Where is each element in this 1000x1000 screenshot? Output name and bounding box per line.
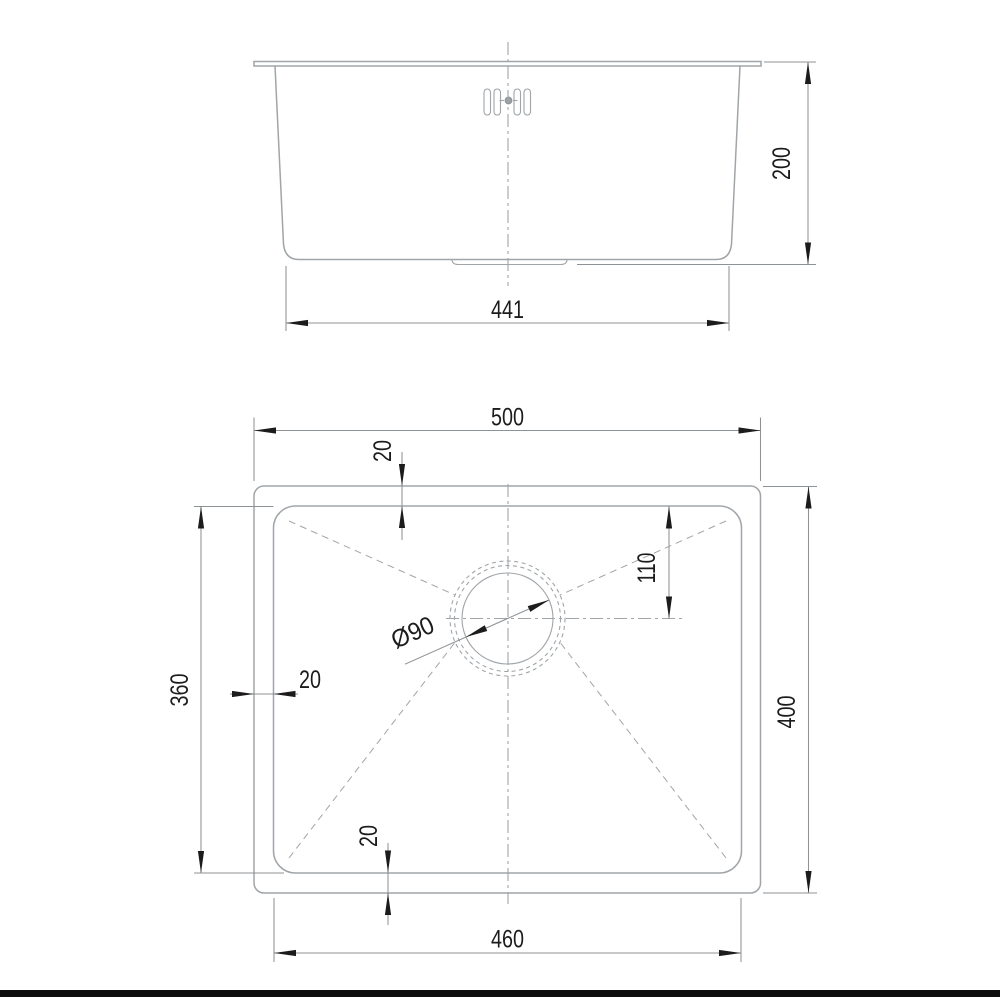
arrowhead [274, 950, 296, 956]
arrowhead [666, 507, 672, 529]
dim-plan-drain-diameter [387, 600, 549, 664]
arrowhead [666, 597, 672, 619]
plan-view [166, 404, 817, 963]
footer-divider-bar [0, 990, 1000, 997]
arrowhead [719, 950, 741, 956]
dim-label-460: 460 [491, 925, 524, 954]
arrowhead [385, 851, 391, 873]
dim-label-110: 110 [633, 543, 661, 584]
dim-label-20-left: 20 [299, 666, 321, 694]
arrowhead [805, 62, 811, 84]
arrowhead [805, 487, 811, 509]
arrowhead [399, 506, 405, 528]
dim-label-400: 400 [773, 686, 801, 729]
overflow-slot [494, 89, 501, 115]
dim-plan-right-height [763, 487, 817, 894]
arrowhead [528, 600, 549, 612]
arrowhead [232, 691, 254, 697]
front-view [254, 42, 816, 331]
dim-label-diameter-90: Ø90 [386, 609, 442, 655]
slope-line-top-left [289, 521, 455, 595]
overflow-slot [484, 89, 491, 115]
dim-plan-bottom-inset [355, 819, 391, 925]
dim-plan-bottom-width [274, 898, 741, 962]
dim-label-20-top: 20 [369, 434, 397, 462]
arrowhead [385, 893, 391, 915]
front-rim-flange [254, 62, 761, 67]
dim-plan-left-inset [230, 666, 321, 697]
arrowhead [198, 851, 204, 873]
arrowhead [399, 464, 405, 486]
arrowhead [805, 243, 811, 265]
dim-plan-top-inset [369, 434, 405, 540]
dim-label-200: 200 [768, 138, 796, 180]
dim-plan-top-width [254, 404, 761, 482]
arrowhead [739, 427, 761, 433]
overflow-slot [524, 89, 531, 115]
arrowhead [707, 320, 729, 326]
slope-line-bottom-right [560, 642, 726, 858]
dim-plan-drain-offset [633, 507, 672, 619]
dim-label-360: 360 [166, 664, 194, 707]
overflow-slot [514, 89, 521, 115]
overflow-slots [484, 89, 531, 115]
arrowhead [805, 871, 811, 893]
arrowhead [254, 427, 276, 433]
dim-label-441: 441 [491, 296, 524, 324]
arrowhead [198, 507, 204, 529]
dim-plan-left-height [166, 507, 284, 874]
arrowhead [286, 320, 308, 326]
arrowhead [466, 625, 487, 637]
arrowhead [274, 691, 296, 697]
plan-outer-rim [254, 486, 761, 893]
dim-label-500: 500 [491, 403, 524, 432]
dim-front-height [577, 62, 816, 265]
dim-label-20-bottom: 20 [355, 819, 383, 847]
